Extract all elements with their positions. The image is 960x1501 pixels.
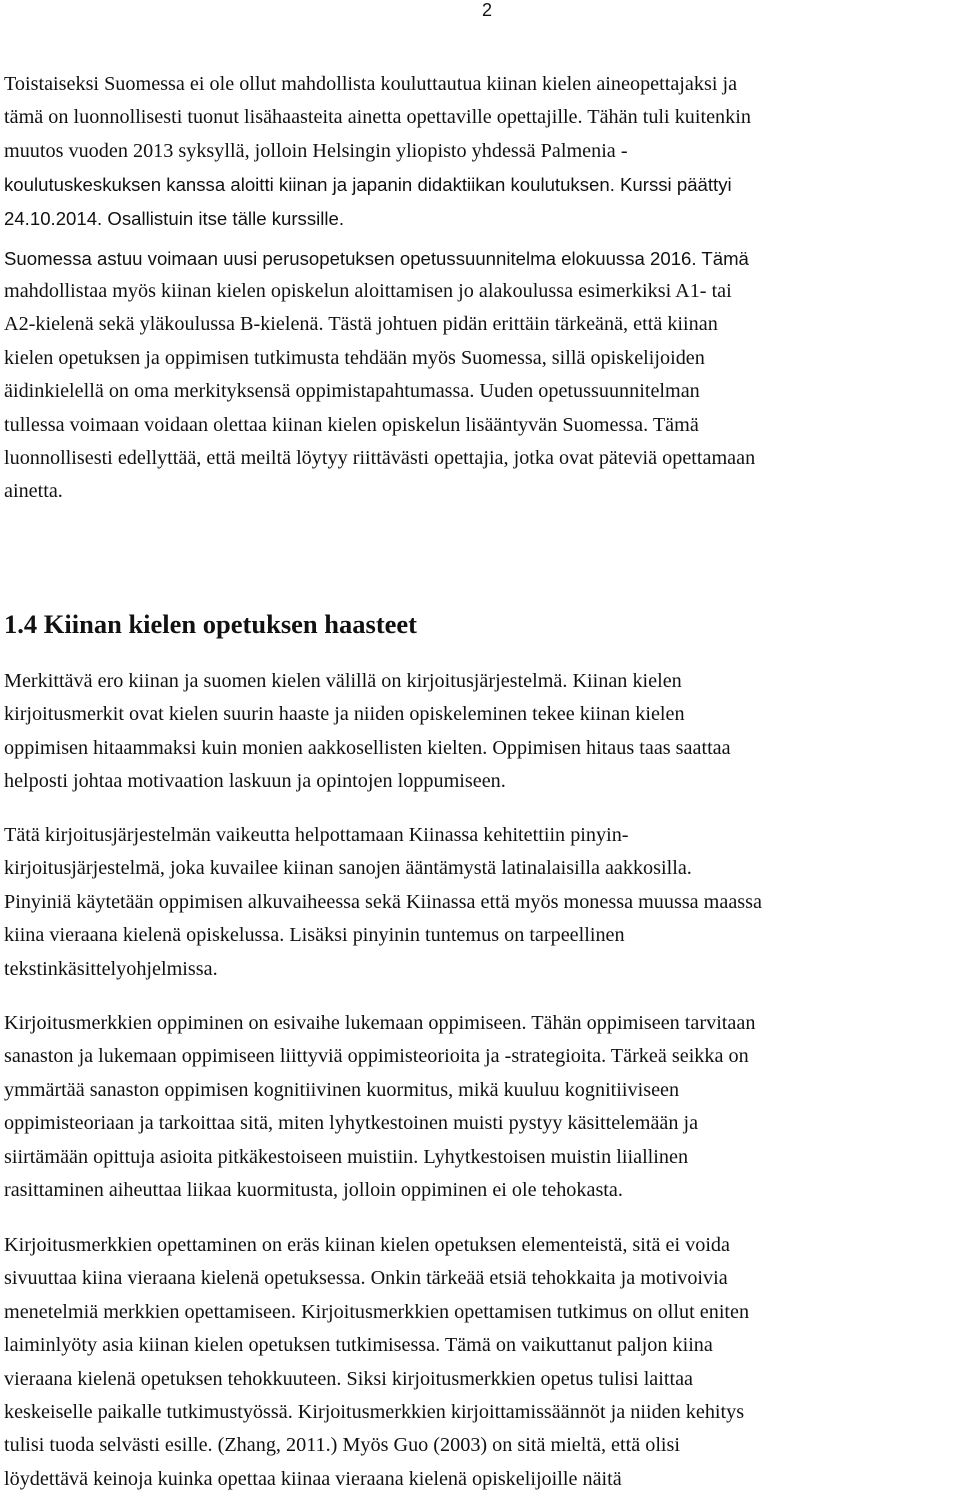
text-line: Kirjoitusmerkkien oppiminen on esivaihe lukemaan oppimiseen. Tähän oppimiseen tarvitaan: [4, 1012, 756, 1034]
text-line: kiina vieraana kielenä opiskelussa. Lisäksi pinyinin tuntemus on tarpeellinen: [4, 924, 625, 947]
section-heading: 1.4 Kiinan kielen opetuksen haasteet: [4, 609, 418, 639]
text-line: ainetta.: [4, 480, 63, 503]
text-line: Kirjoitusmerkkien opettaminen on eräs kiinan kielen opetuksen elementeistä, sitä ei voida: [4, 1234, 730, 1256]
text-line: siirtämään opittuja asioita pitkäkestoiseen muistiin. Lyhytkestoisen muistin liiallinen: [4, 1145, 689, 1168]
text-line: A2-kielenä sekä yläkoulussa B-kielenä. Tästä johtuen pidän erittäin tärkeänä, että kiinan: [4, 313, 718, 336]
text-line: ymmärtää sanaston oppimisen kognitiivinen kuormitus, mikä kuuluu kognitiiviseen: [4, 1078, 680, 1101]
text-line: tulisi tuoda selvästi esille. (Zhang, 2011.) Myös Guo (2003) on sitä mieltä, että olisi: [4, 1434, 680, 1457]
text-line: äidinkielellä on oma merkityksensä oppimistapahtumassa. Uuden opetussuunnitelman: [4, 380, 700, 403]
text-line: kirjoitusjärjestelmä, joka kuvailee kiinan sanojen ääntämystä latinalaisilla aakkosilla.: [4, 857, 692, 880]
page-number: 2: [481, 0, 492, 20]
text-line: menetelmiä merkkien opettamiseen. Kirjoitusmerkkien opettamisen tutkimus on ollut eniten: [4, 1300, 750, 1323]
text-line: kirjoitusmerkit ovat kielen suurin haaste ja niiden opiskeleminen tekee kiinan kielen: [4, 703, 685, 726]
text-line: rasittaminen aiheuttaa liikaa kuormitusta, jolloin oppiminen ei ole tehokasta.: [4, 1179, 623, 1202]
text-line: laiminlyöty asia kiinan kielen opetuksen tutkimisessa. Tämä on vaikuttanut paljon kiina: [4, 1334, 713, 1357]
text-line: helposti johtaa motivaation laskuun ja opintojen loppumiseen.: [4, 770, 506, 793]
text-line: Suomessa astuu voimaan uusi perusopetuksen opetussuunnitelma elokuussa 2016. Tämä: [4, 248, 749, 269]
text-line: keskeiselle paikalle tutkimustyössä. Kirjoitusmerkkien kirjoittamissäännöt ja niiden kehitys: [4, 1401, 745, 1424]
paragraph-intro: [4, 68, 956, 235]
paragraph-character-teaching: [4, 1229, 956, 1496]
paragraph-writing-system: [4, 665, 956, 799]
text-line: löydettävä keinoja kuinka opettaa kiinaa vieraana kielenä opiskelijoille näitä: [4, 1467, 622, 1490]
paragraph-pinyin: [4, 819, 956, 986]
text-line: tullessa voimaan voidaan olettaa kiinan kielen opiskelun lisääntyvän Suomessa. Tämä: [4, 413, 699, 436]
text-line: koulutuskeskuksen kanssa aloitti kiinan ja japanin didaktiikan koulutuksen. Kurssi päättyi: [4, 174, 732, 196]
text-line: mahdollistaa myös kiinan kielen opiskelun aloittamisen jo alakoulussa esimerkiksi A1- tai: [4, 280, 732, 302]
text-line: Pinyiniä käytetään oppimisen alkuvaiheessa sekä Kiinassa että myös monessa muussa maassa: [4, 890, 762, 913]
text-line: Merkittävä ero kiinan ja suomen kielen välillä on kirjoitusjärjestelmä. Kiinan kielen: [4, 670, 682, 692]
text-line: kielen opetuksen ja oppimisen tutkimusta tehdään myös Suomessa, sillä opiskelijoiden: [4, 346, 705, 369]
text-line: Tätä kirjoitusjärjestelmän vaikeutta helpottamaan Kiinassa kehitettiin pinyin-: [4, 824, 629, 846]
paragraph-curriculum: [4, 242, 956, 275]
paragraph-cognitive-load: [4, 1007, 956, 1207]
text-line: muutos vuoden 2013 syksyllä, jolloin Helsingin yliopisto yhdessä Palmenia -: [4, 139, 628, 162]
text-line: luonnollisesti edellyttää, että meiltä löytyy riittävästi opettajia, jotka ovat päteviä opettamaan: [4, 447, 756, 470]
text-line: oppimisteoriaan ja tarkoittaa sitä, miten lyhytkestoinen muisti pystyy käsittelemään ja: [4, 1112, 699, 1135]
text-line: sanaston ja lukemaan oppimiseen liittyviä oppimisteorioita ja -strategioita. Tärkeä seikka on: [4, 1045, 749, 1068]
text-line: tekstinkäsittelyohjelmissa.: [4, 957, 218, 980]
paragraph-curriculum-cont: [4, 275, 956, 509]
text-line: tämä on luonnollisesti tuonut lisähaasteita ainetta opettaville opettajille. Tähän tuli kuitenkin: [4, 106, 751, 129]
text-line: oppimisen hitaammaksi kuin monien aakkosellisten kielten. Oppimisen hitaus taas saattaa: [4, 736, 731, 759]
text-line: 24.10.2014. Osallistuin itse tälle kurssille.: [4, 207, 345, 229]
text-line: sivuuttaa kiina vieraana kielenä opetuksessa. Onkin tärkeää etsiä tehokkaita ja motivoivia: [4, 1267, 728, 1290]
text-line: vieraana kielenä opetuksen tehokkuuteen. Siksi kirjoitusmerkkien opetus tulisi laittaa: [4, 1367, 694, 1390]
text-line: Toistaiseksi Suomessa ei ole ollut mahdollista kouluttautua kiinan kielen aineopettajaksi ja: [4, 73, 738, 95]
